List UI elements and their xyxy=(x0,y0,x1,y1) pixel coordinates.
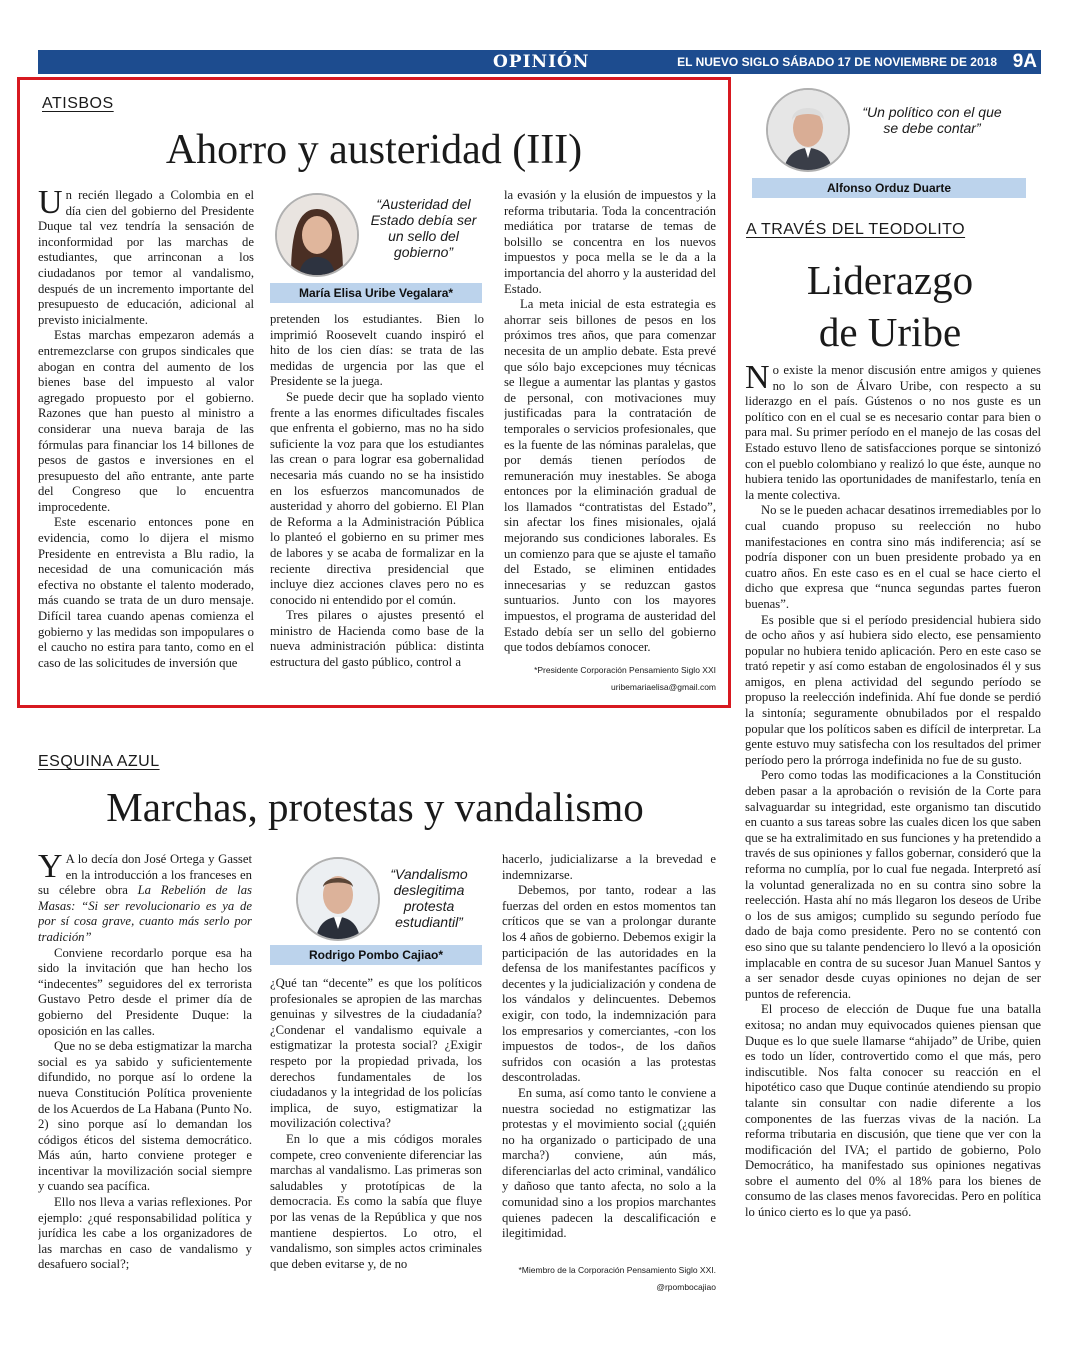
author-box-orduz xyxy=(752,88,1026,204)
paragraph: Es posible que si el período presidencial hubiera sido de ocho años y así hubiera sido electo, ese pensamiento popular no hubiera tenido aplicación. Pero en este caso se trató repetir y así como estaban de engolosinados él y sus amigos, en plena actividad del segundo período se propuso la reelección indefinida. Ahí fue donde se perdió la sintonía; seguramente obnubilados por el respaldo popular que los políticos saben es difícil de interpretar. La gente estuvo muy satisfecha con los resultados del primer período pero la prórroga indefinida no fue de su gusto. xyxy=(745,612,1041,767)
column-kicker-teodolito: A TRAVÉS DEL TEODOLITO xyxy=(746,221,966,238)
pull-quote: “Un político con el que se debe contar” xyxy=(862,104,1002,136)
drop-cap: U xyxy=(38,188,63,221)
footnote-text: *Presidente Corporación Pensamiento Siglo XXI xyxy=(534,665,716,675)
headline: Ahorro y austeridad (III) xyxy=(165,127,583,173)
paragraph: La meta inicial de esta estrategia es ahorrar seis billones de pesos en los próximos tres años, que para comenzar necesita de un amplio debate. Esta prevé que sólo bajo excepciones muy técnicas se llegue a aumentar las plantas y gastos de personal, con motivaciones muy justificadas para la contratación de temporales o servicios profesionales, que es la fuente de las nóminas paralelas, que por demás tienen períodos de remuneración muy inestables. Se aboga entonces por la eliminación gradual de los llamados “contratistas del Estado”, sin afectar los fines misionales, ojalá mejorando sus condiciones laborales. Es un comienzo para que se ajuste el tamaño del Estado, se eliminen entidades innecesarias y se reduzcan gastos suntuarios. Junto con los mayores impuestos, el programa de austeridad del Estado debía ser un sello del gobierno que todos debíamos conocer. xyxy=(504,297,716,655)
paragraph: En lo que a mis códigos morales compete, creo conveniente diferenciar las marchas al vandalismo. Las primeras son saludables y prototípicas de la democracia. Es como la sabía que fluye por las venas de la República y que nos mantiene despiertos. Lo otro, el vandalismo, son simples actos criminales que deben evitarse y, de no xyxy=(270,1131,482,1271)
paragraph-text: n recién llegado a Colombia en el día cien del gobierno del Presidente Duque tal vez tendría la sensación de inconformidad por las marchas de estudiantes, que arrinconan a los ciudadanos por temor al vandalismo, después de un incremento importante del presupuesto de educación, adicional al previsto inicialmente. xyxy=(38,188,254,327)
author-photo xyxy=(766,88,850,172)
paragraph: Estas marchas empezaron además a entremezclarse con grupos sindicales que abogan en contra del aumento de los bienes base del impuesto al valor agregado propuesto por el gobierno. Razones que han puesto al ministro a considerar una nueva baraja de las fórmulas para financiar los 14 billones de pesos de gastos e inversiones en el presupuesto del año entrante, ante parte del Congreso que lo encuentra improcedente. xyxy=(38,328,254,514)
man-portrait-icon xyxy=(298,859,378,939)
article2-column-3 xyxy=(502,852,716,1264)
section-title: OPINIÓN xyxy=(493,52,590,72)
author-photo xyxy=(275,193,359,277)
paragraph-text: A lo decía don José Ortega y Gasset en la introducción a los franceses en su célebre obra xyxy=(38,852,252,898)
paragraph: Tres pilares o ajustes presentó el ministro de Hacienda como base de la nueva administración pública: distinta estructura del gasto público, control a xyxy=(270,608,484,670)
author-footnote xyxy=(504,664,716,694)
paragraph: Pero como todas las modificaciones a la Constitución deben pasar a la aprobación o revisión de la Corte para salvaguardar su integridad, este organismo tan discutido en cuanto a sus tareas sobre las cuales dicen los que saben que se ha extralimitado en sus funciones y ha pretendido a través de sus opiniones y fallos gobernar, consideró que la reforma no cumplía, por lo cual fue negada. Interpretó así la voluntad generalizada no en su contra sino sobre la reelección. Hasta ahí no más llegaron los deseos de Uribe o los de sus amigos; cumplido su segundo período fue dado de baja como presidente. Pero no se contentó con eso sino que su talante pendenciero lo llevó a la oposición implacable en contra de su sucesor Juan Manuel Santos y a ser senador desde cuyas opiniones no dejan de ser puntos de referencia. xyxy=(745,768,1041,1001)
paragraph: Que no se deba estigmatizar la marcha social es ya sabido y suficientemente difundido, no porque así lo ordene la nueva Constitución Política proveniente de los Acuerdos de La Habana (Punto No. 2) sino porque así lo demandan los códigos éticos del sistema democrático. Más aún, harto conviene proteger e incentivar la movilización social siempre y cuando sea pacífica. xyxy=(38,1039,252,1194)
author-box xyxy=(270,188,482,308)
woman-portrait-icon xyxy=(277,195,357,275)
paragraph: Conviene recordarlo porque esa ha sido la invitación que han hecho los “indecentes” seguidores del ex terrorista Gustavo Petro desde el primer día de gobierno del Presidente Duque: la oposición en las calles. xyxy=(38,945,252,1038)
article-column-1 xyxy=(38,188,254,698)
book-citation: La Rebelión de las Masas: “Si ser revolucionario es ya de por sí cosa grave, cuanto más serlo por tradición” xyxy=(38,883,252,944)
author-photo xyxy=(296,857,380,941)
article3-body xyxy=(745,363,1041,1293)
paragraph xyxy=(38,188,254,328)
article2-column-1 xyxy=(38,852,252,1297)
pull-quote: “Austeridad del Estado debía ser un sello del gobierno” xyxy=(370,196,477,260)
author-box-pombo xyxy=(270,852,482,970)
paragraph: Se puede decir que ha soplado viento frente a las enormes dificultades fiscales que enfrenta el gobierno, mas no ha sido suficiente la voz para que los estudiantes las crean o para lograr esa gobernalidad necesaria más cuando no se ha insistido en los esfuerzos mancomunados de austeridad y ahorro del gobierno. El Plan de Reforma a la Administración Pública lo planteó el gobierno en su primer mes de labores y se acaba de formalizar en la reciente directiva presidencial que incluye diez acciones claves pero no es conocido ni entendido por el común. xyxy=(270,389,484,607)
paragraph: ¿Qué tan “decente” es que los políticos profesionales se apropien de las marchas genuinas y silvestres de la ciudadanía? ¿Condenar el vandalismo equivale a estigmatizar la protesta social? ¿Exigir respeto por la propiedad privada, los derechos fundamentales de los ciudadanos y la integridad de los policías implica, de suyo, estigmatizar la movilización colectiva? xyxy=(270,976,482,1131)
pull-quote: “Vandalismo deslegitima protesta estudiantil” xyxy=(390,866,468,930)
column-kicker-esquina: ESQUINA AZUL xyxy=(38,753,160,770)
drop-cap: N xyxy=(745,363,770,396)
column-kicker: ATISBOS xyxy=(42,95,114,112)
author-name: María Elisa Uribe Vegalara* xyxy=(270,283,482,303)
author-handle: @rpombocajiao xyxy=(656,1282,716,1292)
article-ahorro-austeridad xyxy=(17,77,731,708)
paragraph xyxy=(38,852,252,946)
author-footnote-pombo xyxy=(502,1264,716,1294)
author-email: uribemariaelisa@gmail.com xyxy=(611,682,716,692)
dateline: EL NUEVO SIGLO SÁBADO 17 DE NOVIEMBRE DE 2018 xyxy=(677,55,997,69)
article-column-2 xyxy=(270,312,484,698)
paragraph: En suma, así como tanto le conviene a nuestra sociedad no estigmatizar las protestas y el movimiento social (¿quién no ha organizado o participado de una marcha?) conviene, aún más, diferenciarlas del acto criminal, vandálico y dañoso que tanto afecta, no solo a la comunidad sino a los propios marchantes quienes padecen la descalificación e ilegitimidad. xyxy=(502,1085,716,1241)
older-man-portrait-icon xyxy=(768,90,848,170)
paragraph: pretenden los estudiantes. Bien lo imprimió Roosevelt cuando inspiró el hito de los cien días: se trata de las medidas de urgencia por las que el Presidente se la juega. xyxy=(270,312,484,389)
author-name: Rodrigo Pombo Cajiao* xyxy=(270,945,482,965)
paragraph: No se le pueden achacar desatinos irremediables por lo cual cuando propuso su reelección no hubo manifestaciones en contra sino más indiferencia; así se podría disponer con un buen presidente probado ya en cuatro años. En este caso es en el cual se hace cierto el dicho que expresa que “nunca segundas partes fueron buenas”. xyxy=(745,503,1041,611)
page-number: 9A xyxy=(1012,51,1037,72)
article2-column-2 xyxy=(270,976,482,1297)
paragraph: hacerlo, judicializarse a la brevedad e indemnizarse. xyxy=(502,852,716,882)
paragraph: El proceso de elección de Duque fue una batalla exitosa; no andan muy equivocados quienes piensan que Duque es lo que suele llamarse “ahijado” de Uribe, quien es todo un líder, controvertido como el que más, pero indiscutible. Nos falta conocer su reacción en el hipotético caso que Duque continúe atendiendo su propio talante sin consultar con nadie diferente a los componentes de las fuerzas vivas de la nación. La reforma tributaria en discusión, que tiene que ver con la modificación del IVA; el partido de gobierno, Polo Democrático, ha manifestado sus opiniones negativas sobre el aumento del 0% al 18% para los bienes de consumo de las clases menos favorecidas. Pero en política lo único cierto es lo que ya pasó. xyxy=(745,1002,1041,1220)
paragraph-text: o existe la menor discusión entre amigos y quienes no lo son de Álvaro Uribe, con respecto a su liderazgo en el país. Gústenos o no nos guste es un político con en el cual se es necesario contar para bien o para mal. Su primer período en el manejo de las cosas del Estado estuvo lleno de satisfacciones porque se sintonizó con el pueblo colombiano y realizó lo que éste, aunque no hubiera tenido las oportunidades de manifestarlo, tenía en la mente colectiva. xyxy=(745,363,1041,502)
headline-line: de Uribe xyxy=(818,309,962,355)
paragraph: Este escenario entonces pone en evidencia, como lo dijera el mismo Presidente en entrevista a Blu radio, la necesidad de una comunicación más efectiva no obstante el talento moderado, más cuando se trata de un duro mensaje. Difícil tarea cuando apenas comienza el gobierno y las medidas son impopulares o el caucho no estira para tanto, como en el caso de las solicitudes de inversión que xyxy=(38,515,254,670)
headline-liderazgo xyxy=(740,254,1040,358)
paragraph: Debemos, por tanto, rodear a las fuerzas del orden en estos momentos tan críticos que se van a prolongar durante los 4 años de gobierno. Debemos exigir la participación de las autoridades en la defensa de los manifestantes pacíficos y decentes y la judicialización y condena de los vándalos y delincuentes. Debemos exigir, con todo, la indemnización para los empresarios y comerciantes, -con los impuestos de todos-, de los daños sufridos con ocasión a las protestas descontroladas. xyxy=(502,883,716,1085)
page-header-bar xyxy=(38,50,1041,74)
drop-cap: Y xyxy=(38,852,63,885)
footnote-text: *Miembro de la Corporación Pensamiento Siglo XXI. xyxy=(518,1265,716,1275)
paragraph: Ello nos lleva a varias reflexiones. Por ejemplo: ¿qué responsabilidad política y jurídica les cabe a los organizadores de las marchas en caso de vandalismo y desafuero social?; xyxy=(38,1195,252,1272)
author-name: Alfonso Orduz Duarte xyxy=(752,178,1026,198)
headline-line: Liderazgo xyxy=(806,257,974,303)
article-column-3 xyxy=(504,188,716,663)
paragraph xyxy=(745,363,1041,503)
headline-marchas: Marchas, protestas y vandalismo xyxy=(106,784,644,830)
paragraph: la evasión y la elusión de impuestos y la reforma tributaria. Toda la concentración mediática por tratarse de temas de bolsillo se concentra en los nuevos impuestos y poca mella se le da a la importancia del ahorro y la austeridad del Estado. xyxy=(504,188,716,296)
